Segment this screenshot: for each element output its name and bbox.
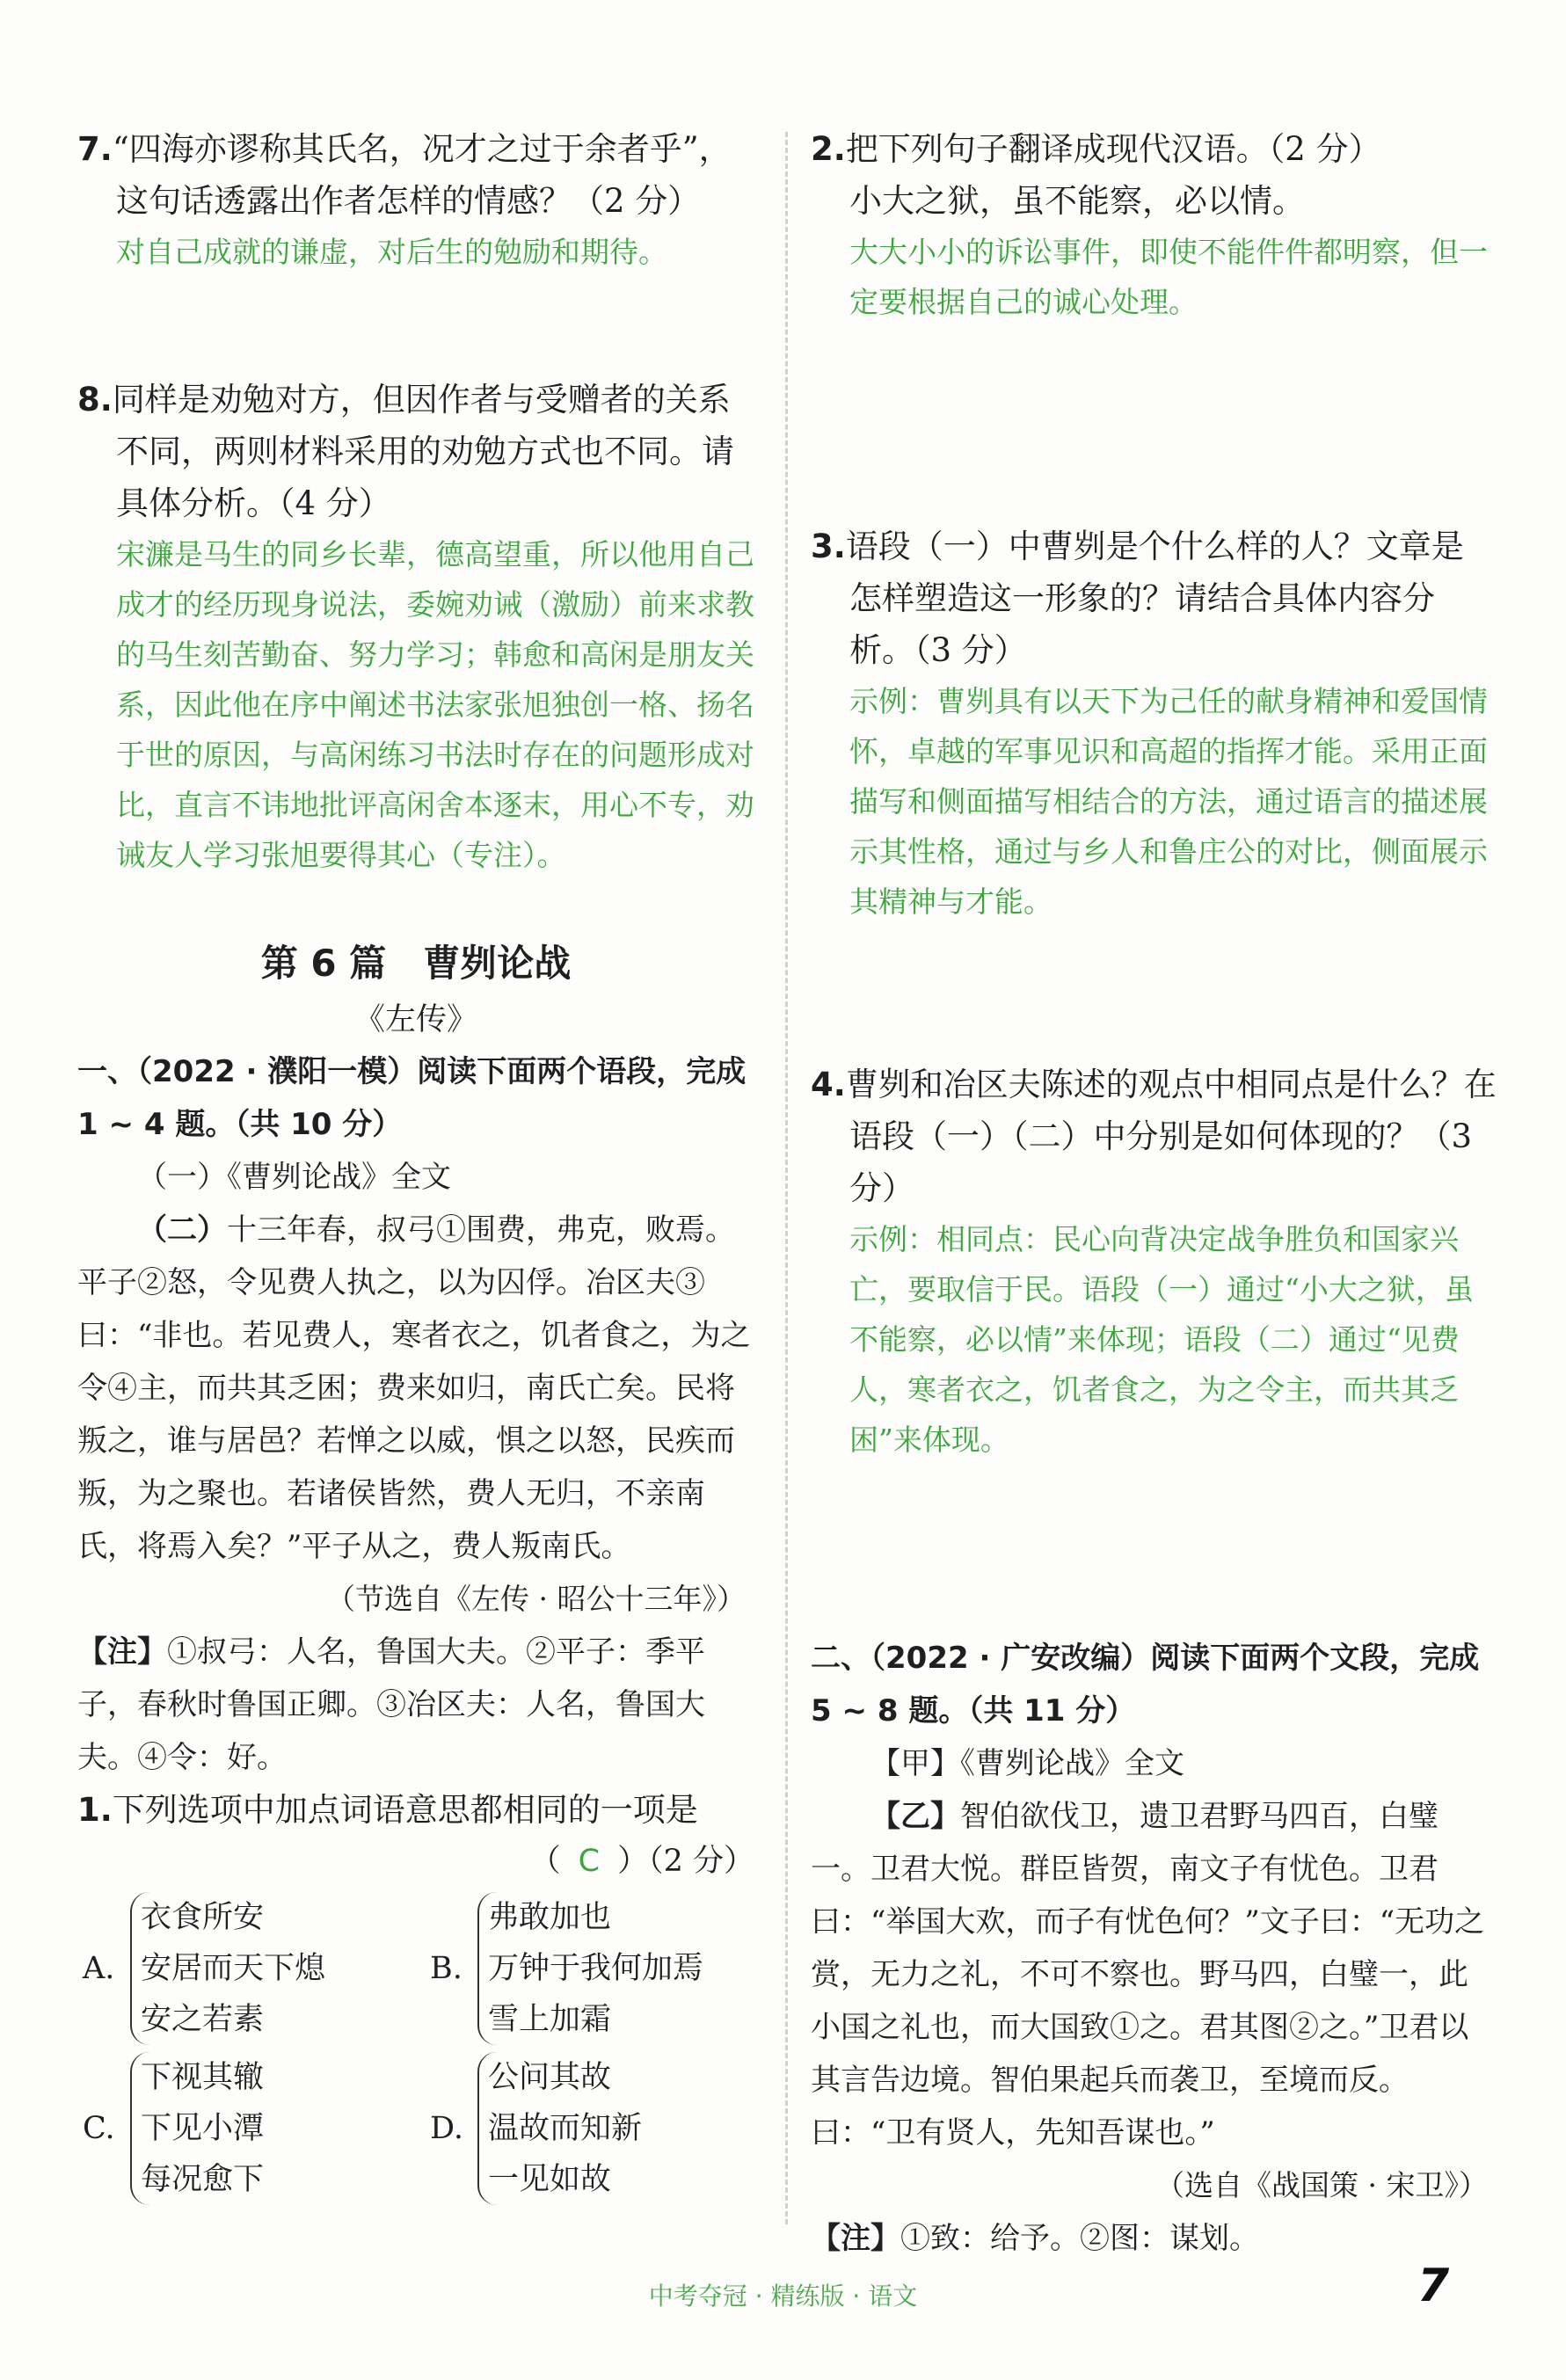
question-1: 1.下列选项中加点词语意思都相同的一项是 （ C ）（2 分） A. 衣食所安 安居而天下熄 安之若素 B. 弗敢加也 万钟于我何加焉 雪上加霜 C. 下视其辙 下见小潭 每况愈下 D. 公问其故 温故而知新 一见如故 (77, 1784, 754, 2205)
question-8-line1: 同样是劝勉对方，但因作者与受赠者的关系 (112, 381, 731, 419)
question-4-answer: 示例：相同点：民心向背决定战争胜负和国家兴亡，要取信于民。语段（一）通过“小大之狱，虽不能察，必以情”来体现；语段（二）通过“见费人，寒者衣之，饥者食之，为之令主，而共其乏困”来体现。 (849, 1222, 1474, 1457)
section-1-part2: （二）十三年春，叔弓①围费，弗克，败焉。平子②怒，令见费人执之，以为囚俘。冶区夫③曰：“非也。若见费人，寒者衣之，饥者食之，为之令④主，而共其乏困；费来如归，南氏亡矣。民将叛之，谁与居邑？若惮之以威，惧之以怒，民疾而叛，为之聚也。若诸侯皆然，费人无归，不亲南氏，将焉入矣？”平子从之，费人叛南氏。 (77, 1212, 751, 1564)
option-a-lines: 衣食所安 安居而天下熄 安之若素 (130, 1892, 404, 2045)
question-2-answer: 大大小小的诉讼事件，即使不能件件都明察，但一定要根据自己的诚心处理。 (849, 235, 1488, 319)
question-1-answer-line: （ C ）（2 分） (529, 1844, 754, 1879)
question-7: 7.“四海亦谬称其氏名，况才之过于余者乎”， 这句话透露出作者怎样的情感？（2 分） 对自己成就的谦虚，对后生的勉励和期待。 (77, 123, 754, 277)
section-1-heading: 一、（2022 · 濮阳一模）阅读下面两个语段，完成 1 ~ 4 题。（共 10 分） (77, 1054, 747, 1142)
left-column (77, 123, 754, 2205)
question-8-answer: 宋濂是马生的同乡长辈，德高望重，所以他用自己成才的经历现身说法，委婉劝诫（激励）前来求教的马生刻苦勤奋、努力学习；韩愈和高闲是朋友关系，因此他在序中阐述书法家张旭独创一格、扬名于世的原因，与高闲练习书法时存在的问题形成对比，直言不讳地批评高闲舍本逐末，用心不专，劝诫友人学习张旭要得其心（专注）。 (116, 537, 754, 872)
section-2-heading: 二、（2022 · 广安改编）阅读下面两个文段，完成 5 ~ 8 题。（共 11 分） (811, 1641, 1480, 1729)
question-3-line2: 怎样塑造这一形象的？请结合具体内容分 (849, 579, 1435, 617)
question-2-line2: 小大之狱，虽不能察，必以情。 (849, 182, 1305, 220)
page-number: 7 (1417, 2260, 1450, 2312)
question-7-line1: “四海亦谬称其氏名，况才之过于余者乎”， (112, 130, 732, 168)
section-2-part2: 【乙】智伯欲伐卫，遗卫君野马四百，白璧一。卫君大悦。群臣皆贺，南文子有忧色。卫君曰：“举国大欢，而子有忧色何？”文子曰：“无功之赏，无力之礼，不可不察也。野马四，白璧一，此小国之礼也，而大国致①之。君其图②之。”卫君以其言告边境。智伯果起兵而袭卫，至境而反。曰：“卫有贤人，先知吾谋也。” (811, 1799, 1485, 2151)
section-1-source: （节选自《左传 · 昭公十三年》） (326, 1582, 746, 1616)
question-4-line1: 曹刿和冶区夫陈述的观点中相同点是什么？在 (845, 1066, 1497, 1103)
chapter-title: 第 6 篇 曹刿论战 (260, 942, 572, 985)
question-4-line2: 语段（一）（二）中分别是如何体现的？（3 分） (849, 1117, 1473, 1207)
question-2-line1: 把下列句子翻译成现代汉语。（2 分） (845, 130, 1381, 168)
question-8-line2: 不同，两则材料采用的劝勉方式也不同。请 (116, 433, 734, 470)
section-1-part1: （一）《曹刿论战》全文 (137, 1160, 451, 1195)
section-2-part1: 【甲】《曹刿论战》全文 (870, 1746, 1184, 1781)
question-2: 2.把下列句子翻译成现代汉语。（2 分） 小大之狱，虽不能察，必以情。 大大小小的诉讼事件，即使不能件件都明察，但一定要根据自己的诚心处理。 (811, 123, 1497, 327)
option-c: C. 下视其辙 下见小潭 每况愈下 (77, 2052, 407, 2205)
question-1-choice: C (578, 1844, 601, 1879)
question-3-answer: 示例：曹刿具有以天下为己任的献身精神和爱国情怀，卓越的军事见识和高超的指挥才能。采用正面描写和侧面描写相结合的方法，通过语言的描述展示其性格，通过与乡人和鲁庄公的对比，侧面展示其精神与才能。 (849, 684, 1488, 919)
question-8: 8.同样是劝勉对方，但因作者与受赠者的关系 不同，两则材料采用的劝勉方式也不同。请 具体分析。（4 分） 宋濂是马生的同乡长辈，德高望重，所以他用自己成才的经历现身说法，委婉劝诫（激励）前来求教的马生刻苦勤奋、努力学习；韩愈和高闲是朋友关系，因此他在序中阐述书法家张旭独创一格、扬名于世的原因，与高闲练习书法时存在的问题形成对比，直言不讳地批评高闲舍本逐末，用心不专，劝诫友人学习张旭要得其心（专注）。 (77, 374, 754, 880)
option-b-lines: 弗敢加也 万钟于我何加焉 雪上加霜 (477, 1892, 752, 2045)
question-7-answer: 对自己成就的谦虚，对后生的勉励和期待。 (116, 235, 667, 269)
question-1-options (77, 1892, 754, 2205)
option-c-lines: 下视其辙 下见小潭 每况愈下 (130, 2052, 404, 2205)
footer-series: 中考夺冠 · 精练版 · 语文 (648, 2282, 918, 2311)
section-1-note: 【注】①叔弓：人名，鲁国大夫。②平子：季平子，春秋时鲁国正卿。③冶区夫：人名，鲁国大夫。④令：好。 (77, 1634, 705, 1775)
chapter-subtitle: 《左传》 (353, 1002, 477, 1037)
option-b: B. 弗敢加也 万钟于我何加焉 雪上加霜 (425, 1892, 754, 2045)
option-d-lines: 公问其故 温故而知新 一见如故 (477, 2052, 752, 2205)
column-divider (785, 132, 788, 2224)
option-d: D. 公问其故 温故而知新 一见如故 (425, 2052, 754, 2205)
section-2-source: （选自《战国策 · 宋卫》） (1155, 2168, 1488, 2202)
question-3: 3.语段（一）中曹刿是个什么样的人？文章是 怎样塑造这一形象的？请结合具体内容分 析。（3 分） 示例：曹刿具有以天下为己任的献身精神和爱国情怀，卓越的军事见识和高超的指挥才能。采用正面描写和侧面描写相结合的方法，通过语言的描述展示其性格，通过与乡人和鲁庄公的对比，侧面展示其精神与才能。 (811, 520, 1497, 927)
question-8-line3: 具体分析。（4 分） (116, 484, 391, 522)
question-7-line2: 这句话透露出作者怎样的情感？（2 分） (116, 182, 701, 220)
option-a: A. 衣食所安 安居而天下熄 安之若素 (77, 1892, 407, 2045)
right-column (811, 123, 1497, 2265)
question-3-line3: 析。（3 分） (849, 631, 1027, 669)
question-1-stem: 下列选项中加点词语意思都相同的一项是 (112, 1791, 698, 1829)
section-2-note: 【注】①致：给予。②图：谋划。 (811, 2221, 1259, 2256)
question-3-line1: 语段（一）中曹刿是个什么样的人？文章是 (845, 528, 1464, 565)
question-4: 4.曹刿和冶区夫陈述的观点中相同点是什么？在 语段（一）（二）中分别是如何体现的？（3 分） 示例：相同点：民心向背决定战争胜负和国家兴亡，要取信于民。语段（一）通过“小大之狱，虽不能察，必以情”来体现；语段（二）通过“见费人，寒者衣之，饥者食之，为之令主，而共其乏困”来体现。 (811, 1059, 1497, 1465)
